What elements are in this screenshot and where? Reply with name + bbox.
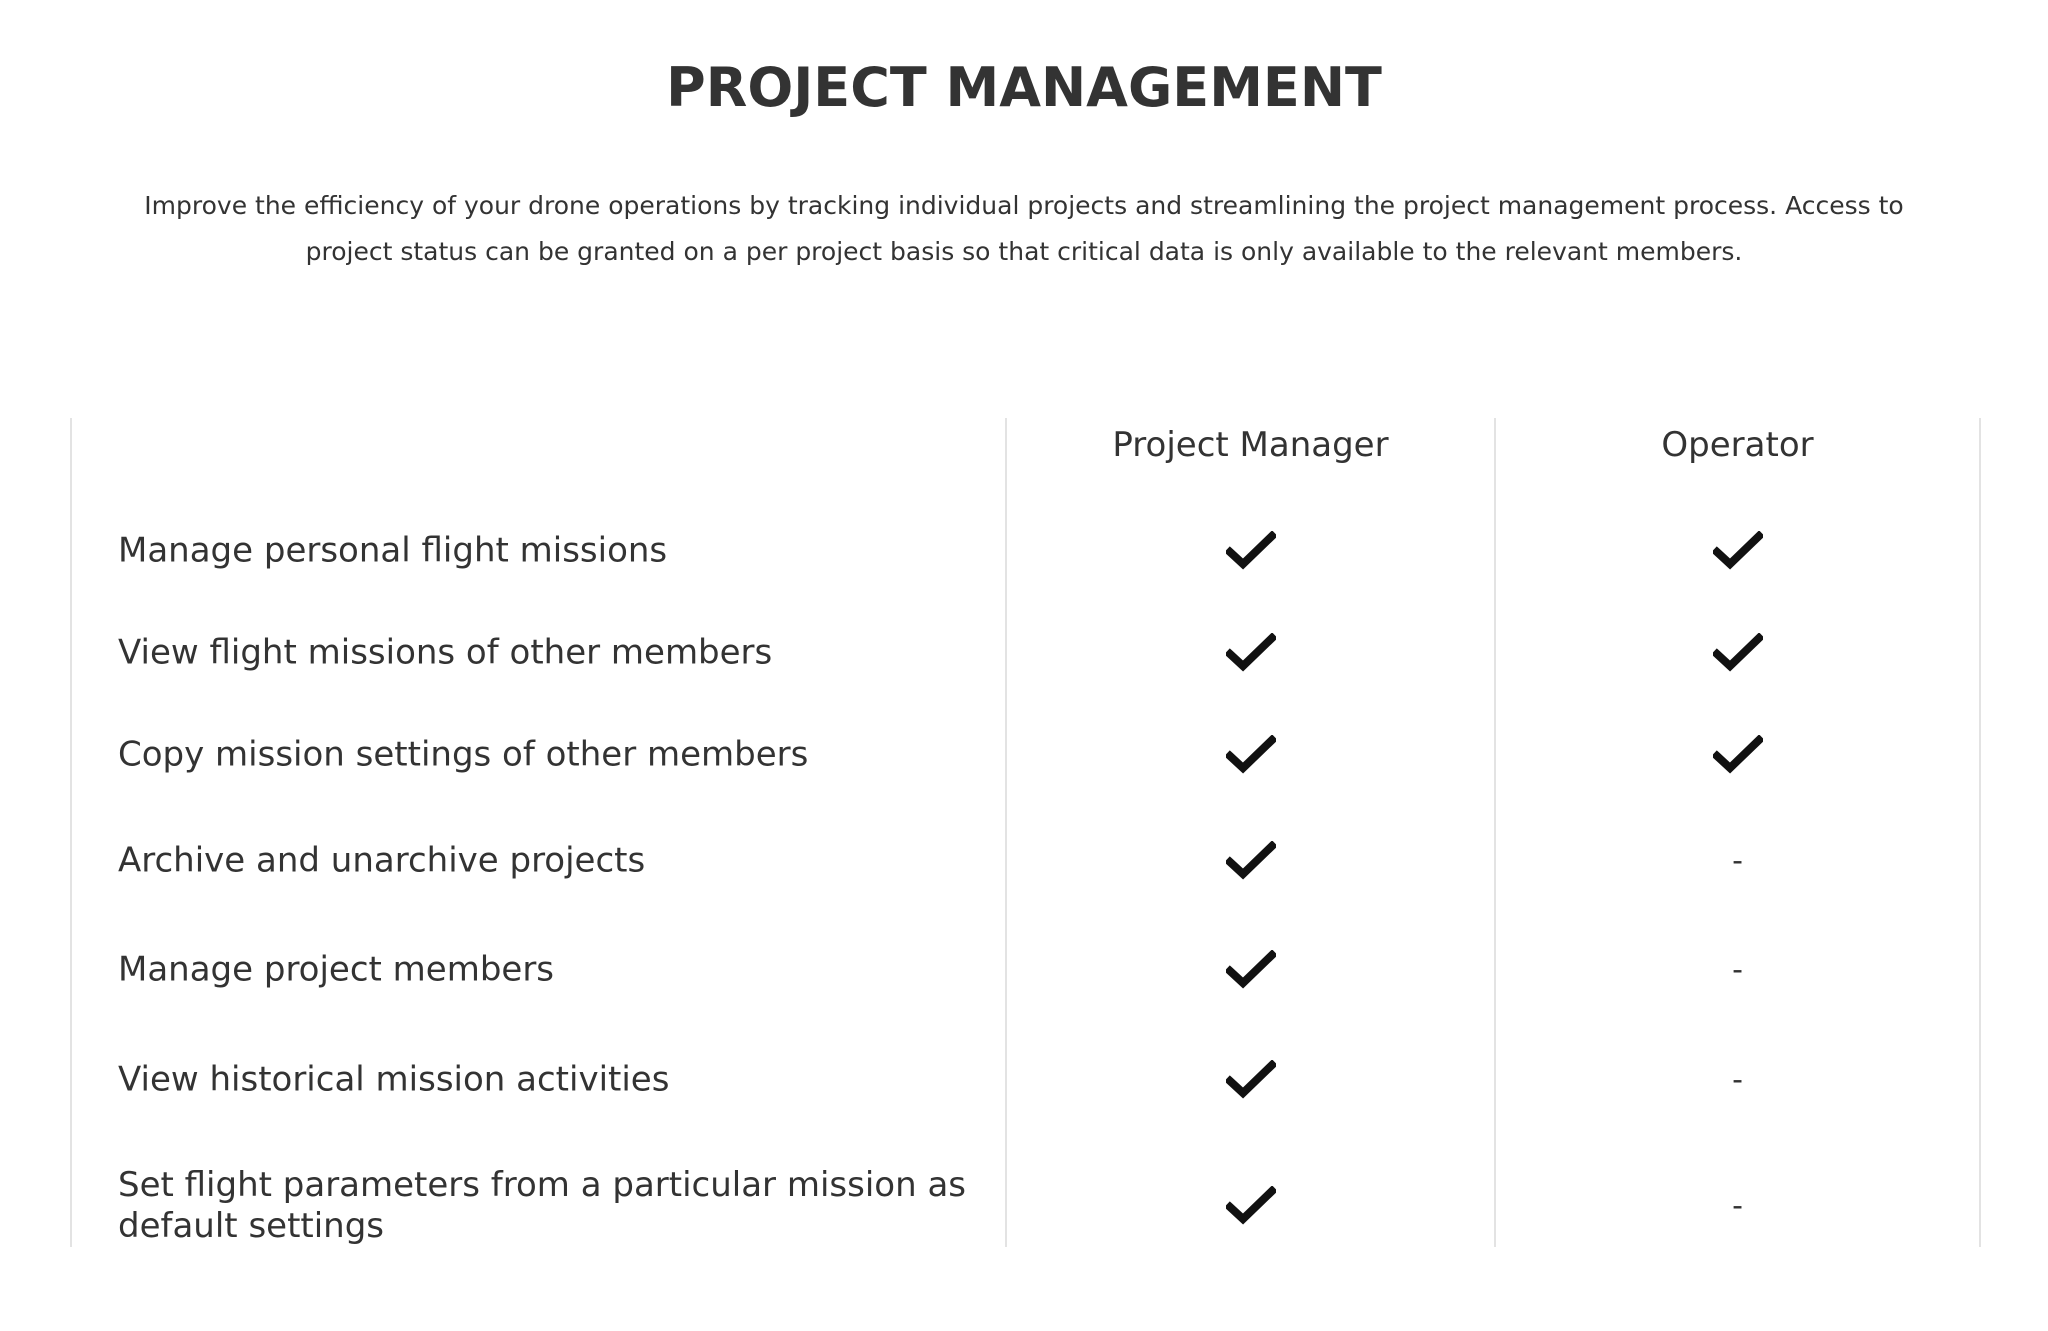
not-available-dash: -	[1732, 952, 1743, 988]
feature-label: Manage personal flight missions	[118, 530, 668, 571]
cell-operator	[1496, 844, 1979, 879]
checkmark-icon	[1226, 950, 1276, 990]
checkmark-icon	[1226, 633, 1276, 673]
checkmark-icon	[1226, 841, 1276, 881]
checkmark-icon	[1226, 531, 1276, 571]
column-header-operator: Operator	[1661, 425, 1814, 465]
checkmark-icon	[1713, 633, 1763, 673]
table-divider-right	[1979, 418, 1981, 1247]
feature-label: Archive and unarchive projects	[118, 840, 646, 881]
page-title: PROJECT MANAGEMENT	[666, 56, 1382, 119]
checkmark-icon	[1226, 1186, 1276, 1226]
cell-project-manager	[1007, 735, 1494, 775]
cell-operator	[1496, 633, 1979, 673]
not-available-dash: -	[1732, 1062, 1743, 1098]
table-divider-left	[70, 418, 72, 1247]
feature-label: View historical mission activities	[118, 1059, 670, 1100]
cell-operator	[1496, 1189, 1979, 1224]
cell-project-manager	[1007, 841, 1494, 881]
cell-project-manager	[1007, 531, 1494, 571]
feature-label: Manage project members	[118, 949, 555, 990]
cell-operator	[1496, 531, 1979, 571]
cell-operator	[1496, 1063, 1979, 1098]
cell-operator	[1496, 735, 1979, 775]
cell-project-manager	[1007, 1186, 1494, 1226]
cell-project-manager	[1007, 1060, 1494, 1100]
column-header-project-manager: Project Manager	[1112, 425, 1389, 465]
feature-label: Copy mission settings of other members	[118, 734, 809, 775]
permissions-table	[70, 418, 1981, 1247]
not-available-dash: -	[1732, 843, 1743, 879]
intro-paragraph	[120, 183, 1928, 275]
intro-line-2: project status can be granted on a per project basis so that critical data is only available to the relevant members.	[305, 237, 1743, 266]
cell-project-manager	[1007, 950, 1494, 990]
feature-label: View flight missions of other members	[118, 632, 773, 673]
cell-operator	[1496, 953, 1979, 988]
intro-line-1: Improve the efficiency of your drone operations by tracking individual projects and streamlining the project management process. Access to	[144, 191, 1904, 220]
cell-project-manager	[1007, 633, 1494, 673]
feature-label: Set flight parameters from a particular mission as default settings	[118, 1165, 966, 1246]
checkmark-icon	[1226, 735, 1276, 775]
not-available-dash: -	[1732, 1188, 1743, 1224]
checkmark-icon	[1226, 1060, 1276, 1100]
checkmark-icon	[1713, 531, 1763, 571]
checkmark-icon	[1713, 735, 1763, 775]
